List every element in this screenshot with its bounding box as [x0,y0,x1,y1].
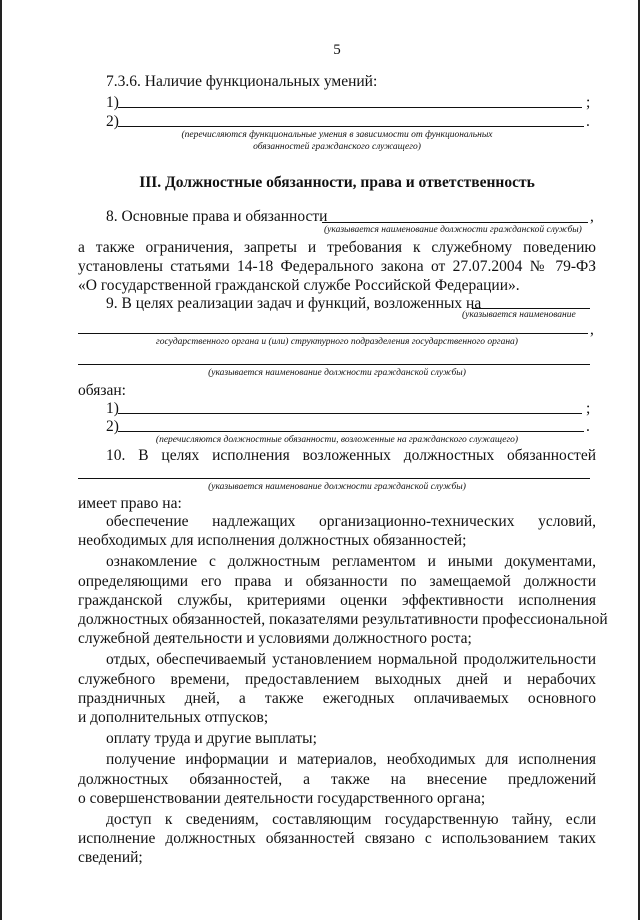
right-5-line-1: получение информации и материалов, необходимых для исполнения [106,751,596,769]
p10-note: (указывается наименование должности гражданской службы) [208,482,466,492]
section-3-heading: III. Должностные обязанности, права и ответственность [139,174,535,191]
p9-item1-line [118,413,582,414]
right-2-line-5: служебной деятельности и условиями должностного роста; [78,630,472,648]
p8-fill-line [322,222,588,223]
right-2-line-2: определяющими его права и обязанности по замещаемой должности [78,572,596,590]
right-6-line-3: сведений; [78,849,143,867]
right-5-line-2: должностных обязанностей, а также на внесение предложений [78,770,596,788]
s736-note-2: обязанностей гражданского служащего) [253,142,421,152]
s736-item1-end: ; [586,94,591,111]
right-3-line-2: служебного времени, предоставлением выходных дней и нерабочих [78,670,596,688]
right-5-line-3: о совершенствовании деятельности государственного органа; [78,789,486,807]
p8-line-3: «О государственной гражданской службе Российской Федерации». [78,277,520,294]
right-2-line-3: гражданской службы, критериями оценки эффективности исполнения [78,591,596,609]
right-6-line-1: доступ к сведениям, составляющим государственную тайну, если [106,811,596,828]
p9-lead: 9. В целях реализации задач и функций, возложенных на [106,295,482,312]
p8-line-1: а также ограничения, запреты и требования к служебному поведению [78,239,596,256]
p9-end: , [590,321,594,338]
right-1-line-2: необходимых для исполнения должностных обязанностей; [78,532,467,550]
right-1-line-1: обеспечение надлежащих организационно-технических условий, [106,513,596,530]
s736-item2-end: . [586,113,590,130]
p9-item1-num: 1) [106,400,119,417]
p9-item2-end: . [586,418,590,435]
s736-item1-line [118,107,582,108]
p9-item2-num: 2) [106,418,119,435]
page-number: 5 [333,42,341,58]
p9-note-2: государственного органа и (или) структурного подразделения государственного органа) [156,337,518,347]
right-3-line-3: праздничных дней, а также ежегодных оплачиваемых основного [78,689,596,707]
p8-lead: 8. Основные права и обязанности [106,208,328,225]
right-6-line-2: исполнение должностных обязанностей связано с использованием таких [78,830,596,848]
s736-item2-line [118,126,584,127]
scan-edge-left [0,0,2,920]
p10-has-right: имеет право на: [78,495,182,512]
p8-line-2: установлены статьями 14-18 Федерального закона от 27.07.2004 № 79-ФЗ [78,258,596,275]
p9-fill-line-3 [78,364,590,365]
p10-lead: 10. В целях исполнения возложенных должностных обязанностей [106,447,596,464]
right-3-line-1: отдых, обеспечиваемый установлением нормальной продолжительности [106,651,596,669]
right-2-line-4: должностных обязанностей, показателями результативности профессиональной [78,611,608,628]
p9-fill-line-1 [472,308,590,309]
p9-item1-end: ; [586,400,591,417]
s736-item2-num: 2) [106,113,119,130]
s736-title: 7.3.6. Наличие функциональных умений: [106,73,378,90]
right-4-line-1: оплату труда и другие выплаты; [106,730,317,748]
p9-fill-line-2 [78,333,588,334]
right-3-line-4: и дополнительных отпусков; [78,709,269,726]
p9-note-3: (указывается наименование должности гражданской службы) [208,368,466,378]
s736-note-1: (перечисляются функциональные умения в зависимости от функциональных [181,130,493,140]
s736-item1-num: 1) [106,94,119,111]
right-2-line-1: ознакомление с должностным регламентом и иными документами, [106,553,596,571]
p9-item2-line [118,431,584,432]
p9-obliged: обязан: [78,382,126,399]
p10-fill-line [78,478,590,479]
p8-end: , [590,208,594,225]
p8-note: (указывается наименование должности гражданской службы) [324,225,582,235]
p9-note-1: (указывается наименование [462,310,576,320]
p9-note-4: (перечисляются должностные обязанности, возложенные на гражданского служащего) [155,435,519,445]
